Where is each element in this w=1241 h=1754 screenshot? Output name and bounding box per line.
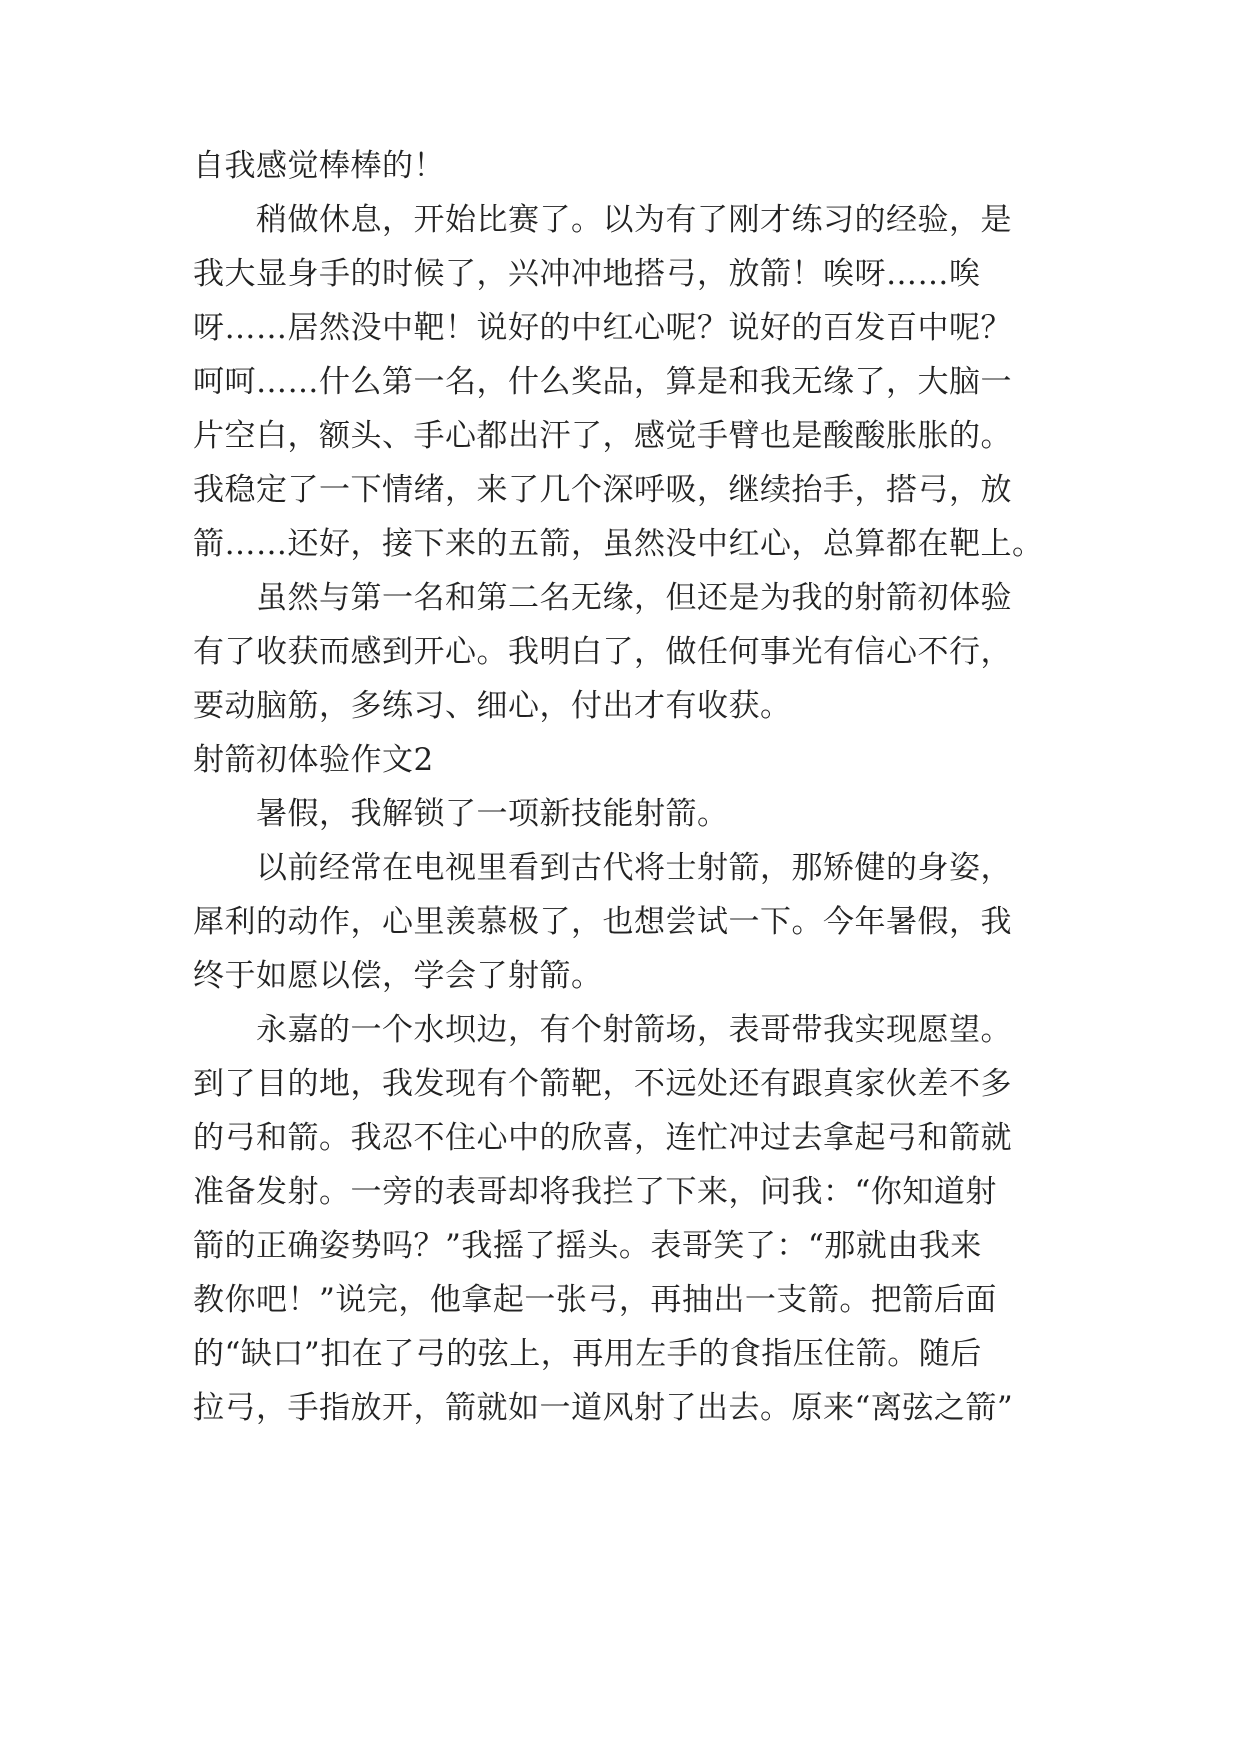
paragraph-first-line: 永嘉的一个水坝边，有个射箭场，表哥带我实现愿望。 — [193, 1012, 1012, 1048]
paragraph-first-line: 稍做休息，开始比赛了。以为有了刚才练习的经验，是 — [193, 202, 1012, 238]
paragraph-first-line: 暑假，我解锁了一项新技能射箭。 — [193, 796, 729, 832]
text-line: 要动脑筋，多练习、细心，付出才有收获。 — [193, 688, 792, 724]
text-line: 到了目的地，我发现有个箭靶，不远处还有跟真家伙差不多 — [193, 1066, 1012, 1102]
paragraph-first-line: 以前经常在电视里看到古代将士射箭，那矫健的身姿， — [193, 850, 1012, 886]
text-line: 教你吧！”说完，他拿起一张弓，再抽出一支箭。把箭后面 — [193, 1282, 997, 1318]
text-line: 准备发射。一旁的表哥却将我拦了下来，问我：“你知道射 — [193, 1174, 997, 1210]
paragraph-first-line: 虽然与第一名和第二名无缘，但还是为我的射箭初体验 — [193, 580, 1012, 616]
text-line: 呀……居然没中靶！说好的中红心呢？说好的百发百中呢？ — [193, 310, 1012, 346]
text-line: 我大显身手的时候了，兴冲冲地搭弓，放箭！唉呀……唉 — [193, 256, 981, 292]
text-line: 片空白，额头、手心都出汗了，感觉手臂也是酸酸胀胀的。 — [193, 418, 1012, 454]
text-line: 呵呵……什么第一名，什么奖品，算是和我无缘了，大脑一 — [193, 364, 1012, 400]
text-line: 的弓和箭。我忍不住心中的欣喜，连忙冲过去拿起弓和箭就 — [193, 1120, 1012, 1156]
text-line: 终于如愿以偿，学会了射箭。 — [193, 958, 603, 994]
text-line: 我稳定了一下情绪，来了几个深呼吸，继续抬手，搭弓，放 — [193, 472, 1012, 508]
text-line: 拉弓，手指放开，箭就如一道风射了出去。原来“离弦之箭” — [193, 1390, 1014, 1426]
text-line: 自我感觉棒棒的！ — [193, 148, 445, 184]
text-line: 箭……还好，接下来的五箭，虽然没中红心，总算都在靶上。 — [193, 526, 1044, 562]
text-line: 有了收获而感到开心。我明白了，做任何事光有信心不行， — [193, 634, 1012, 670]
text-line: 的“缺口”扣在了弓的弦上，再用左手的食指压住箭。随后 — [193, 1336, 982, 1372]
section-heading: 射箭初体验作文2 — [193, 742, 434, 778]
text-line: 箭的正确姿势吗？”我摇了摇头。表哥笑了：“那就由我来 — [193, 1228, 982, 1264]
text-line: 犀利的动作，心里羡慕极了，也想尝试一下。今年暑假，我 — [193, 904, 1012, 940]
